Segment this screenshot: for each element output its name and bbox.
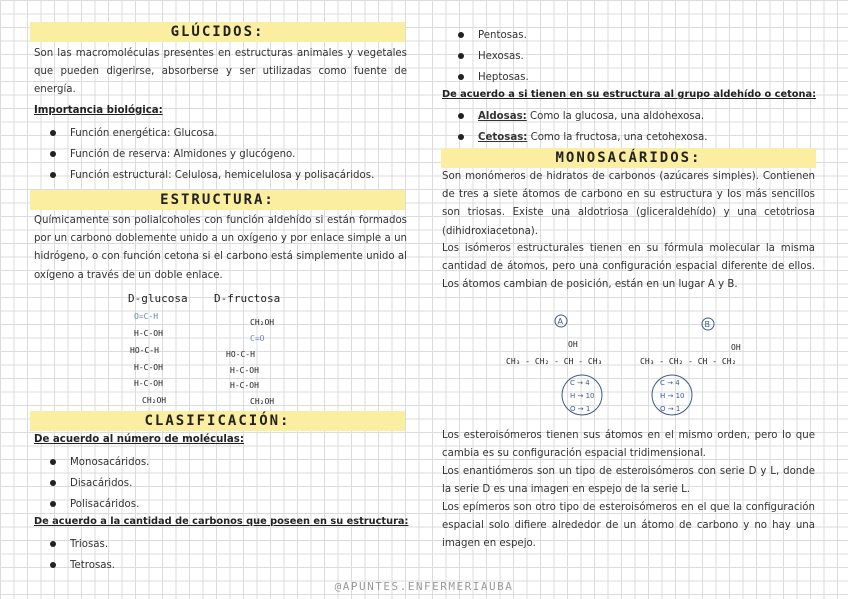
list-item: Disacáridos.	[34, 473, 149, 494]
glucose-row: HO-C-H	[130, 346, 159, 355]
group-label: De acuerdo a si tienen en su estructura al grupo aldehído o cetona:	[442, 89, 817, 100]
glucose-label: D-glucosa	[128, 292, 188, 305]
list-item: Heptosas.	[442, 67, 529, 88]
list-item: Pentosas.	[442, 25, 529, 46]
isomer-diagram	[500, 312, 760, 422]
monosacaridos-text-3: Los esteroisómeros tienen sus átomos en el mismo orden, pero lo que cambia es su configuración espacial tridimensional.	[442, 430, 815, 460]
count-a: O → 1	[570, 405, 591, 413]
isomer-label-b: B	[704, 320, 710, 329]
glucose-fructose-diagram	[110, 288, 310, 410]
estructura-text: Químicamente son polialcoholes con función aldehído si están formados por un carbono doblemente unido a un oxígeno y por enlace simple a un hidrógeno, o con función cetona si el carbono está simplemente unido al oxígeno a través de un doble enlace.	[34, 215, 407, 281]
count-b: H → 10	[660, 392, 685, 400]
clasificacion-heading: CLASIFICACIÓN:	[30, 411, 405, 431]
list-item: Función estructural: Celulosa, hemicelulosa y polisacáridos.	[34, 165, 374, 186]
oh-b: OH	[731, 343, 741, 352]
list-item: Hexosas.	[442, 46, 529, 67]
monosacaridos-text-5: Los epímeros son otro tipo de esteroisómeros en el que la configuración espacial solo difiere alrededor de un átomo de carbono y no hay una imagen en espejo.	[442, 502, 815, 550]
cetosas-term: Cetosas:	[478, 132, 528, 143]
carbons-continued-list	[442, 25, 529, 88]
glucose-row: H-C-OH	[134, 363, 163, 372]
glucose-row: O=C-H	[134, 312, 159, 321]
glucidos-text: Son las macromoléculas presentes en estructuras animales y vegetales que pueden digerirse, absorberse y ser utilizadas como fuente de energía.	[34, 48, 407, 96]
list-item: Tetrosas.	[34, 555, 115, 576]
list-item	[442, 127, 708, 148]
molecules-label: De acuerdo al número de moléculas:	[34, 434, 244, 445]
count-a: H → 10	[570, 392, 595, 400]
fructose-row: H-C-OH	[230, 381, 259, 390]
carbons-list	[34, 534, 115, 576]
list-item	[442, 106, 708, 127]
oh-a: OH	[568, 340, 578, 349]
monosacaridos-text-2: Los isómeros estructurales tienen en su fórmula molecular la misma cantidad de átomos, pero una configuración espacial diferente de ellos. Los átomos cambian de posición, están en un lugar A y B.	[442, 243, 815, 291]
monosacaridos-text-1: Son monómeros de hidratos de carbonos (azúcares simples). Contienen de tres a siete átomos de carbono en su estructura y los más sencillos son triosas. Existe una aldotriosa (gliceraldehído) y una cetotriosa (dihidroxiacetona).	[442, 171, 815, 237]
fructose-row: CH₂OH	[250, 318, 275, 327]
fructose-row: HO-C-H	[226, 350, 255, 359]
formula-b: CH₃ - CH₂ - CH - CH₂	[640, 357, 737, 366]
footer-watermark: @APUNTES.ENFERMERIAUBA	[334, 580, 514, 593]
estructura-heading: ESTRUCTURA:	[30, 190, 405, 210]
glucose-row: CH₂OH	[142, 396, 167, 405]
isomer-label-a: A	[557, 317, 563, 326]
list-item: Función energética: Glucosa.	[34, 123, 374, 144]
fructose-label: D-fructosa	[214, 292, 281, 305]
count-b: O → 1	[660, 405, 681, 413]
glucidos-heading: GLÚCIDOS:	[30, 22, 405, 42]
list-item: Monosacáridos.	[34, 452, 149, 473]
molecules-list	[34, 452, 149, 515]
list-item: Polisacáridos.	[34, 494, 149, 515]
aldosas-term: Aldosas:	[478, 111, 527, 122]
group-list	[442, 106, 708, 148]
formula-a: CH₃ - CH₂ - CH - CH₃	[506, 357, 603, 366]
cetosas-desc: Como la fructosa, una cetohexosa.	[527, 132, 708, 143]
count-a: C → 4	[570, 379, 590, 387]
importance-list	[34, 123, 374, 186]
monosacaridos-text-4: Los enantiómeros son un tipo de esteroisómeros con serie D y L, donde la serie D es una imagen en espejo de la serie L.	[442, 466, 815, 496]
glucose-row: H-C-OH	[134, 379, 163, 388]
glucose-row: H-C-OH	[134, 329, 163, 338]
aldosas-desc: Como la glucosa, una aldohexosa.	[526, 111, 705, 122]
monosacaridos-heading: MONOSACÁRIDOS:	[441, 148, 816, 168]
count-b: C → 4	[660, 379, 680, 387]
carbons-label: De acuerdo a la cantidad de carbonos que poseen en su estructura:	[34, 516, 409, 527]
list-item: Función de reserva: Almidones y glucógeno.	[34, 144, 374, 165]
fructose-row: CH₂OH	[250, 397, 275, 406]
fructose-row: C=O	[250, 334, 265, 343]
fructose-row: H-C-OH	[230, 366, 259, 375]
list-item: Triosas.	[34, 534, 115, 555]
importance-label: Importancia biológica:	[34, 105, 163, 116]
